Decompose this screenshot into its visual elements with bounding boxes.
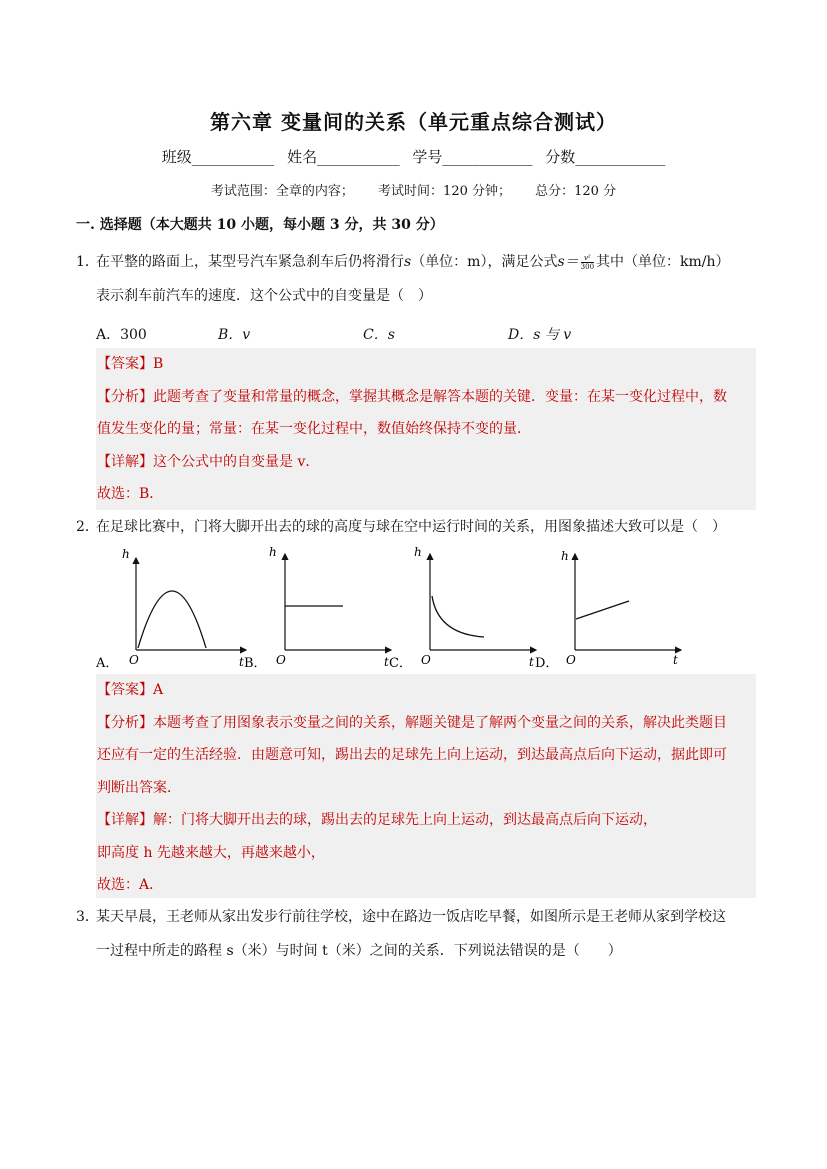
question-number: 3．	[76, 909, 99, 925]
q2-solution-block	[96, 674, 756, 898]
q1-line-2: 表示刹车前汽车的速度．这个公式中的自变量是（ ）	[96, 288, 432, 304]
class-field: 班级___________	[161, 148, 275, 166]
fraction-numerator: v²	[581, 254, 594, 263]
analysis-label: 【分析】	[97, 714, 153, 731]
q1-option-b[interactable]: B．v	[218, 327, 251, 343]
student-info-row	[0, 146, 827, 167]
choose-text: 故选：A．	[97, 877, 164, 893]
axis-t-label: t	[239, 655, 244, 669]
name-field: 姓名___________	[287, 148, 400, 166]
exam-info-row	[0, 180, 827, 199]
axis-t-label: t	[384, 655, 389, 669]
origin-label: O	[421, 653, 431, 667]
question-1	[76, 245, 756, 313]
q3-line-1: 某天早晨，王老师从家出发步行前往学校，途中在路边一饭店吃早餐，如图所示是王老师从家到学校这	[96, 909, 726, 925]
answer-label: 【答案】	[97, 356, 153, 372]
answer-value: B	[153, 356, 164, 372]
q2-graph-options	[96, 540, 696, 675]
option-b-label: B．	[244, 656, 267, 671]
q1-option-d[interactable]: D．s 与 v	[508, 327, 572, 343]
option-d-label: D．	[535, 656, 559, 671]
q1-text-c: 其中（单位：km/h）	[596, 254, 730, 270]
axis-h-label: h	[561, 549, 569, 563]
origin-label: O	[566, 653, 576, 667]
axis-t-label: t	[673, 653, 678, 667]
question-2	[76, 510, 756, 544]
detail-text: 这个公式中的自变量是 v．	[153, 453, 320, 470]
graph-d[interactable]	[561, 549, 681, 667]
analysis-label: 【分析】	[97, 388, 153, 405]
fraction-denominator: 300	[580, 262, 595, 271]
q1-text-b: （单位：m），满足公式	[411, 254, 558, 270]
detail-label: 【详解】	[97, 812, 153, 828]
parabola-curve	[138, 591, 206, 648]
exam-scope: 考试范围：全章的内容；	[210, 184, 354, 199]
q2-text: 在足球比赛中，门将大脚开出去的球的高度与球在空中运行时间的关系，用图象描述大致可以是（ ）	[96, 519, 726, 535]
detail-text-1: 解：门将大脚开出去的球，踢出去的足球先上向上运动，到达最高点后向下运动，	[153, 812, 657, 828]
choose-text: 故选：B．	[97, 486, 164, 502]
origin-label: O	[129, 653, 139, 667]
score-field: 分数____________	[545, 148, 666, 166]
exam-time: 考试时间：120 分钟；	[378, 184, 511, 199]
graph-a[interactable]	[122, 547, 246, 669]
option-a-label: A．	[96, 656, 119, 671]
answer-label: 【答案】	[97, 682, 153, 698]
analysis-text-2: 值发生变化的量；常量：在某一变化过程中，数值始终保持不变的量．	[97, 421, 531, 437]
q1-formula-lhs: s＝	[557, 254, 579, 270]
analysis-text-2: 还应有一定的生活经验．由题意可知，踢出去的足球先上向上运动，到达最高点后向下运动，据此即可	[97, 747, 727, 763]
q1-var-s: s	[404, 254, 412, 270]
axis-h-label: h	[414, 545, 422, 559]
page-title: 第六章 变量间的关系（单元重点综合测试）	[210, 110, 617, 134]
q1-solution-block	[96, 348, 756, 510]
q1-option-a[interactable]: A．300	[96, 327, 147, 343]
axis-h-label: h	[269, 545, 277, 559]
q1-formula-fraction	[581, 254, 594, 271]
detail-text-2: 即高度 h 先越来越大，再越来越小，	[97, 844, 325, 861]
option-c-label: C．	[389, 656, 412, 671]
id-field: 学号____________	[412, 148, 533, 166]
axis-h-label: h	[122, 547, 130, 561]
axis-t-label: t	[529, 655, 534, 669]
answer-value: A	[153, 682, 164, 698]
q1-option-c[interactable]: C．s	[363, 327, 395, 343]
increasing-line	[576, 601, 629, 619]
question-number: 1．	[76, 254, 99, 270]
analysis-text-1: 本题考查了用图象表示变量之间的关系，解题关键是了解两个变量之间的关系，解决此类题目	[153, 714, 727, 731]
question-3	[76, 900, 756, 968]
question-number: 2．	[76, 519, 99, 535]
q1-text-a: 在平整的路面上，某型号汽车紧急刹车后仍将滑行	[96, 254, 404, 270]
analysis-text-1: 此题考查了变量和常量的概念，掌握其概念是解答本题的关键．变量：在某一变化过程中，数	[153, 388, 727, 405]
analysis-text-3: 判断出答案．	[97, 779, 181, 796]
section-title: 一. 选择题（本大题共 10 小题，每小题 3 分，共 30 分）	[76, 217, 444, 233]
detail-label: 【详解】	[97, 453, 153, 470]
decay-curve	[432, 596, 484, 637]
q3-line-2: 一过程中所走的路程 s（米）与时间 t（米）之间的关系．下列说法错误的是（ ）	[96, 943, 622, 959]
graph-b[interactable]	[269, 545, 391, 669]
exam-total: 总分：120 分	[535, 184, 617, 199]
graph-c[interactable]	[414, 545, 536, 669]
origin-label: O	[276, 653, 286, 667]
